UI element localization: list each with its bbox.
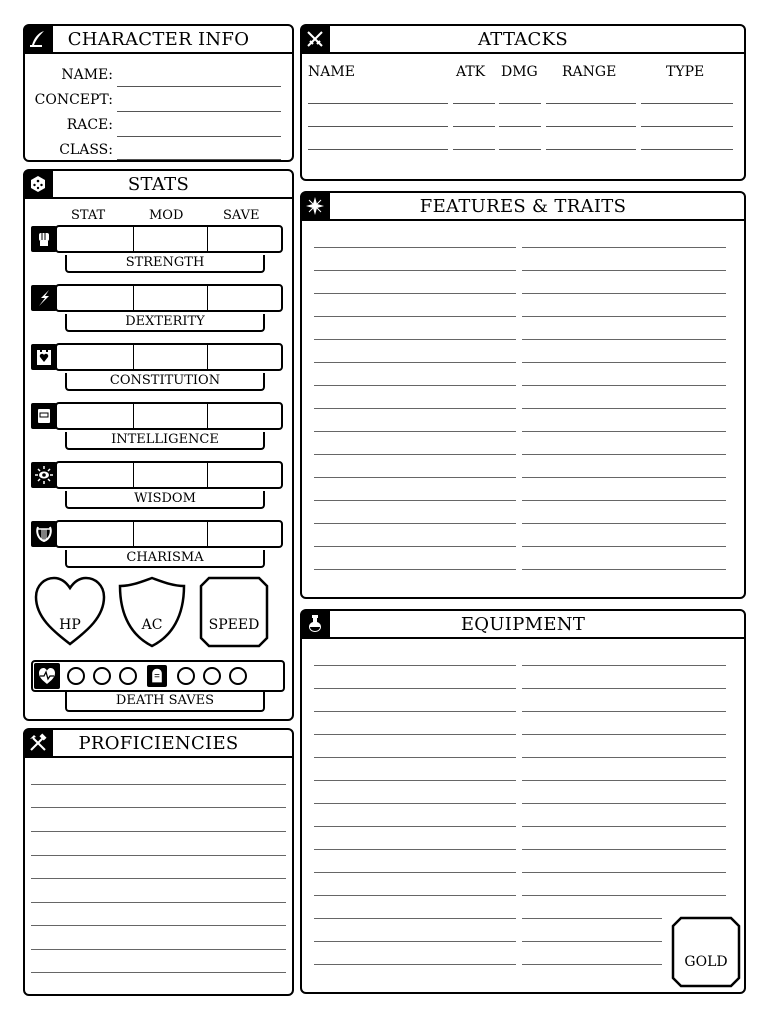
name-label: NAME: <box>61 67 113 83</box>
ruled-line <box>522 477 726 478</box>
constitution-label: CONSTITUTION <box>65 373 265 391</box>
ruled-line <box>314 895 516 896</box>
ruled-line <box>522 803 726 804</box>
castle-heart-icon <box>31 344 57 370</box>
ruled-line <box>314 431 516 432</box>
concept-field[interactable] <box>117 111 281 112</box>
ruled-line <box>522 431 726 432</box>
equipment-title: EQUIPMENT <box>460 614 586 635</box>
ruled-line <box>314 734 516 735</box>
proficiencies-title: PROFICIENCIES <box>78 733 239 754</box>
ruled-line <box>314 826 516 827</box>
ruled-line <box>522 293 726 294</box>
attack-atk-header: ATK <box>456 64 486 80</box>
death-save-success-2[interactable] <box>93 667 111 685</box>
ruled-line <box>314 964 516 965</box>
race-label: RACE: <box>66 117 113 133</box>
character-info-title: CHARACTER INFO <box>67 29 250 50</box>
character-info-panel <box>23 24 294 162</box>
attack-name-header: NAME <box>308 64 355 80</box>
stat-column-header: STAT <box>71 208 106 223</box>
speed-label: SPEED <box>208 617 260 633</box>
ruled-line <box>522 408 726 409</box>
equipment-panel <box>300 609 746 994</box>
ruled-line <box>314 247 516 248</box>
dexterity-label: DEXTERITY <box>65 314 265 332</box>
ruled-line <box>314 454 516 455</box>
ruled-line <box>314 803 516 804</box>
tombstone-icon <box>147 665 167 687</box>
ruled-line <box>522 826 726 827</box>
attacks-title: ATTACKS <box>477 29 569 50</box>
stats-header <box>25 171 292 199</box>
name-field[interactable] <box>117 86 281 87</box>
ruled-line <box>522 500 726 501</box>
speed-box[interactable] <box>199 576 269 648</box>
stats-title: STATS <box>127 174 190 195</box>
ruled-line <box>314 293 516 294</box>
ruled-line <box>522 757 726 758</box>
class-field[interactable] <box>117 159 281 160</box>
eye-icon <box>31 462 57 488</box>
lyre-icon <box>31 521 57 547</box>
proficiencies-lines[interactable] <box>31 758 286 994</box>
ac-shield[interactable] <box>117 576 187 648</box>
ruled-line <box>522 569 726 570</box>
attack-row-3[interactable] <box>302 149 744 150</box>
save-column-header: SAVE <box>223 208 260 223</box>
death-save-failure-2[interactable] <box>203 667 221 685</box>
ruled-line <box>522 339 726 340</box>
ruled-line <box>314 523 516 524</box>
strength-label: STRENGTH <box>65 255 265 273</box>
features-header <box>302 193 744 221</box>
ruled-line <box>314 849 516 850</box>
heart-pulse-icon <box>34 663 60 689</box>
features-panel <box>300 191 746 599</box>
ruled-line <box>314 711 516 712</box>
concept-label: CONCEPT: <box>34 92 113 108</box>
attacks-panel <box>300 24 746 181</box>
attack-row-1[interactable] <box>302 103 744 104</box>
ruled-line <box>314 500 516 501</box>
strength-row <box>31 225 285 270</box>
death-save-success-3[interactable] <box>119 667 137 685</box>
ruled-line <box>314 362 516 363</box>
ruled-line <box>314 316 516 317</box>
attacks-header <box>302 26 744 54</box>
ruled-line <box>522 780 726 781</box>
charisma-label: CHARISMA <box>65 550 265 568</box>
ruled-line <box>522 941 662 942</box>
attack-range-header: RANGE <box>562 64 617 80</box>
ruled-line <box>522 270 726 271</box>
proficiencies-panel <box>23 728 294 996</box>
intelligence-boxes[interactable] <box>55 402 283 430</box>
lightning-icon <box>31 285 57 311</box>
ruled-line <box>522 385 726 386</box>
charisma-boxes[interactable] <box>55 520 283 548</box>
ruled-line <box>314 385 516 386</box>
ac-label: AC <box>141 617 163 633</box>
features-title: FEATURES & TRAITS <box>419 196 627 217</box>
ruled-line <box>314 918 516 919</box>
ruled-line <box>314 757 516 758</box>
wisdom-label: WISDOM <box>65 491 265 509</box>
ruled-line <box>522 872 726 873</box>
character-info-header <box>25 26 292 54</box>
dexterity-row <box>31 284 285 329</box>
book-icon <box>31 403 57 429</box>
ruled-line <box>314 780 516 781</box>
ruled-line <box>522 849 726 850</box>
ruled-line <box>314 546 516 547</box>
wisdom-row <box>31 461 285 506</box>
wisdom-boxes[interactable] <box>55 461 283 489</box>
ruled-line <box>522 711 726 712</box>
ruled-line <box>522 454 726 455</box>
race-field[interactable] <box>117 136 281 137</box>
equipment-header <box>302 611 744 639</box>
ruled-line <box>522 523 726 524</box>
class-label: CLASS: <box>59 142 113 158</box>
death-save-failure-3[interactable] <box>229 667 247 685</box>
death-save-failure-1[interactable] <box>177 667 195 685</box>
mod-column-header: MOD <box>149 208 184 223</box>
attack-row-2[interactable] <box>302 126 744 127</box>
stats-panel <box>23 169 294 721</box>
ruled-line <box>522 546 726 547</box>
ruled-line <box>522 964 662 965</box>
attack-type-header: TYPE <box>666 64 705 80</box>
ruled-line <box>314 408 516 409</box>
ruled-line <box>314 688 516 689</box>
charisma-row <box>31 520 285 565</box>
ruled-line <box>522 688 726 689</box>
gauntlet-icon <box>31 226 57 252</box>
death-saves-label: DEATH SAVES <box>65 692 265 712</box>
strength-boxes[interactable] <box>55 225 283 253</box>
ruled-line <box>522 895 726 896</box>
intelligence-label: INTELLIGENCE <box>65 432 265 450</box>
intelligence-row <box>31 402 285 447</box>
ruled-line <box>522 316 726 317</box>
ruled-line <box>522 734 726 735</box>
constitution-boxes[interactable] <box>55 343 283 371</box>
ruled-line <box>522 918 662 919</box>
ruled-line <box>314 941 516 942</box>
ruled-line <box>314 270 516 271</box>
dexterity-boxes[interactable] <box>55 284 283 312</box>
hp-label: HP <box>59 617 81 633</box>
ruled-line <box>522 665 726 666</box>
ruled-line <box>522 247 726 248</box>
constitution-row <box>31 343 285 388</box>
gold-label: GOLD <box>684 954 728 970</box>
hp-heart[interactable] <box>33 575 107 647</box>
ruled-line <box>314 872 516 873</box>
ruled-line <box>522 362 726 363</box>
proficiencies-header <box>25 730 292 758</box>
ruled-line <box>314 665 516 666</box>
features-lines[interactable] <box>302 221 744 597</box>
death-save-success-1[interactable] <box>67 667 85 685</box>
death-saves-box <box>31 660 285 692</box>
ruled-line <box>314 477 516 478</box>
ruled-line <box>314 339 516 340</box>
ruled-line <box>314 569 516 570</box>
attack-dmg-header: DMG <box>501 64 538 80</box>
gold-box[interactable] <box>671 916 741 988</box>
